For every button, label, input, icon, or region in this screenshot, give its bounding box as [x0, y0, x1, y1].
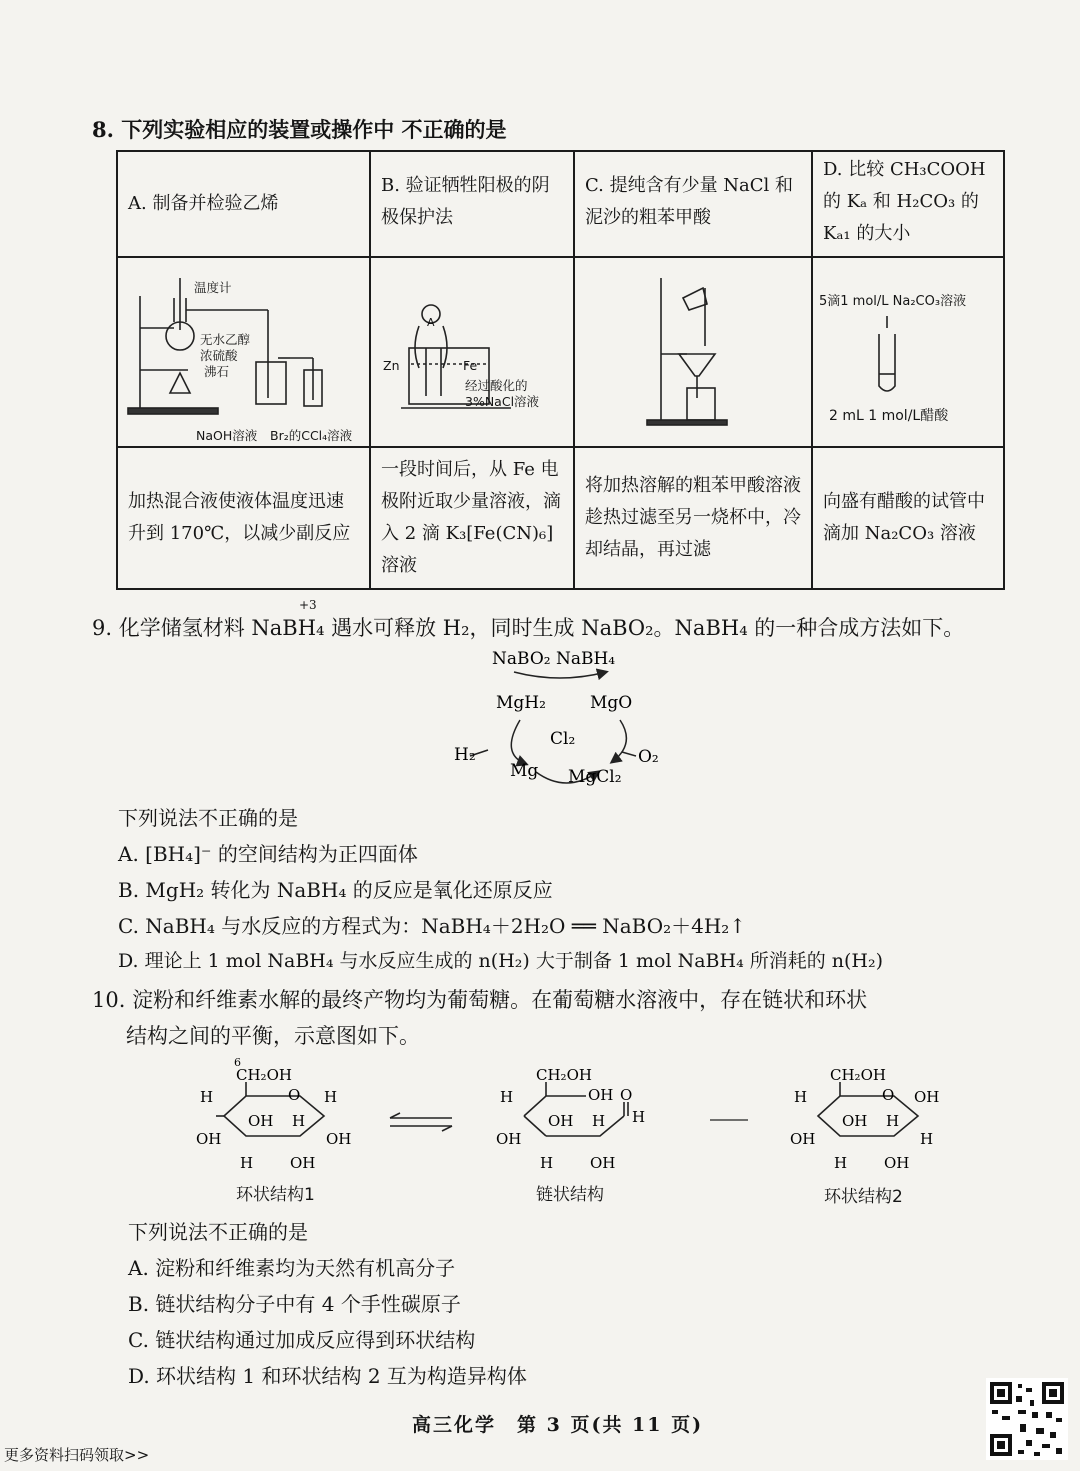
label-ethanol: 无水乙醇	[200, 332, 251, 347]
label-br2-ccl4: Br₂的CCl₄溶液	[270, 428, 353, 443]
label-nacl-solution: 3%NaCl溶液	[465, 394, 540, 409]
r2-h1: H	[920, 1130, 934, 1148]
ch-oh3: OH	[548, 1112, 574, 1130]
r2-h3: H	[834, 1154, 848, 1172]
label-zn: Zn	[383, 358, 400, 373]
q10-option-d: D. 环状结构 1 和环状结构 2 互为构造异构体	[128, 1364, 527, 1388]
label-naoh: NaOH溶液	[196, 428, 258, 443]
q9-option-d: D. 理论上 1 mol NaBH₄ 与水反应生成的 n(H₂) 大于制备 1 mol NaBH₄ 所消耗的 n(H₂)	[118, 950, 884, 972]
q10-line1: 10. 淀粉和纤维素水解的最终产物均为葡萄糖。在葡萄糖水溶液中，存在链状和环状	[92, 988, 868, 1012]
q10-line2: 结构之间的平衡，示意图如下。	[126, 1024, 420, 1048]
equilibrium-arrow-left	[386, 1112, 456, 1132]
q9-oxidation-superscript: +3	[299, 598, 317, 612]
q9-mgcl2: MgCl₂	[568, 767, 622, 787]
label-na2co3-drops: 5滴1 mol/L Na₂CO₃溶液	[819, 294, 967, 309]
q8-header-b: B. 验证牺牲阳极的阴极保护法	[370, 151, 574, 257]
q8-op-a: 加热混合液使液体温度迅速升到 170℃，以减少副反应	[117, 447, 370, 589]
r2-ch2oh: CH₂OH	[830, 1066, 886, 1084]
ch-h3: H	[540, 1154, 554, 1172]
r2-oh1: OH	[914, 1088, 940, 1106]
label-boiling-stone: 沸石	[204, 364, 230, 379]
r1-oh3: OH	[248, 1112, 274, 1130]
r1-oh1: OH	[326, 1130, 352, 1148]
label-acetic-acid: 2 mL 1 mol/L醋酸	[829, 408, 949, 424]
r2-h2: H	[886, 1112, 900, 1130]
equilibrium-arrow-right	[704, 1112, 754, 1132]
ch-h2: H	[592, 1112, 606, 1130]
q8-table	[116, 150, 1005, 590]
q8-op-c: 将加热溶解的粗苯甲酸溶液趁热过滤至另一烧杯中，冷却结晶，再过滤	[574, 447, 812, 589]
page-footer: 高三化学 第 3 页(共 11 页)	[412, 1414, 704, 1436]
qr-code-icon[interactable]	[986, 1378, 1068, 1460]
caption-ring-2: 环状结构2	[824, 1187, 903, 1207]
r1-ch2oh: CH₂OH	[236, 1066, 292, 1084]
q8-header-d: D. 比较 CH₃COOH 的 Kₐ 和 H₂CO₃ 的 Kₐ₁ 的大小	[812, 151, 1004, 257]
q8-header-c: C. 提纯含有少量 NaCl 和泥沙的粗苯甲酸	[574, 151, 812, 257]
q10-option-c: C. 链状结构通过加成反应得到环状结构	[128, 1328, 476, 1352]
q10-option-a: A. 淀粉和纤维素均为天然有机高分子	[128, 1256, 456, 1280]
q9-mg: Mg	[510, 761, 539, 781]
glucose-ring-2	[790, 1054, 960, 1174]
r1-h1: H	[324, 1088, 338, 1106]
q9-mgo: MgO	[590, 693, 633, 713]
r2-oh2: OH	[884, 1154, 910, 1172]
q9-title: 9. 化学储氢材料 NaBH₄ 遇水可释放 H₂，同时生成 NaBO₂。NaBH₄ 的一种合成方法如下。	[92, 616, 965, 640]
q9-cl2: Cl₂	[550, 729, 576, 749]
r1-oh4: OH	[196, 1130, 222, 1148]
filtration-drawing	[575, 258, 809, 444]
q9-option-b: B. MgH₂ 转化为 NaBH₄ 的反应是氧化还原反应	[118, 878, 553, 902]
q9-cycle-diagram	[430, 644, 690, 794]
q9-prompt: 下列说法不正确的是	[118, 806, 298, 830]
label-sulfuric-acid: 浓硫酸	[200, 348, 238, 363]
q9-h2: H₂	[454, 745, 476, 765]
caption-ring-1: 环状结构1	[236, 1185, 315, 1205]
q8-header-a: A. 制备并检验乙烯	[117, 151, 370, 257]
label-fe: Fe	[463, 358, 478, 373]
more-materials-link[interactable]: 更多资料扫码领取>>	[4, 1446, 150, 1464]
glucose-chain	[496, 1054, 666, 1174]
r1-h2: H	[292, 1112, 306, 1130]
q8-figure-c	[574, 257, 812, 447]
q8-op-d: 向盛有醋酸的试管中滴加 Na₂CO₃ 溶液	[812, 447, 1004, 589]
q9-option-a: A. [BH₄]⁻ 的空间结构为正四面体	[118, 842, 418, 866]
q9-o2: O₂	[638, 747, 659, 767]
r1-h3: H	[240, 1154, 254, 1172]
r2-h4: H	[794, 1088, 808, 1106]
caption-chain: 链状结构	[536, 1185, 604, 1205]
r2-oh3: OH	[842, 1112, 868, 1130]
ch-h1: H	[632, 1108, 646, 1126]
ch-oh2: OH	[590, 1154, 616, 1172]
r1-o: O	[288, 1086, 301, 1104]
q8-op-b: 一段时间后，从 Fe 电极附近取少量溶液，滴入 2 滴 K₃[Fe(CN)₆] 溶液	[370, 447, 574, 589]
q8-figure-b	[370, 257, 574, 447]
ch-h4: H	[500, 1088, 514, 1106]
ch-oh5: OH	[588, 1086, 614, 1104]
label-thermometer: 温度计	[194, 280, 232, 295]
r2-oh4: OH	[790, 1130, 816, 1148]
r1-n6: 6	[234, 1056, 241, 1069]
label-acidified: 经过酸化的	[465, 378, 528, 393]
ch-oh4: OH	[496, 1130, 522, 1148]
q9-top-label: NaBO₂ NaBH₄	[492, 649, 616, 669]
q8-figure-d	[812, 257, 1004, 447]
q8-figure-a	[117, 257, 370, 447]
r1-oh2: OH	[290, 1154, 316, 1172]
r1-h4: H	[200, 1088, 214, 1106]
ch-ch2oh: CH₂OH	[536, 1066, 592, 1084]
label-ammeter: A	[427, 316, 435, 329]
ch-o1: O	[620, 1086, 633, 1104]
q10-option-b: B. 链状结构分子中有 4 个手性碳原子	[128, 1292, 461, 1316]
q8-title: 8. 下列实验相应的装置或操作中 不正确的是	[92, 117, 507, 142]
q9-option-c: C. NaBH₄ 与水反应的方程式为：NaBH₄＋2H₂O ══ NaBO₂＋4H₂↑	[118, 914, 747, 938]
glucose-ring-1	[196, 1054, 366, 1174]
r2-o: O	[882, 1086, 895, 1104]
q10-prompt: 下列说法不正确的是	[128, 1220, 308, 1244]
q9-mgh2: MgH₂	[496, 693, 546, 713]
